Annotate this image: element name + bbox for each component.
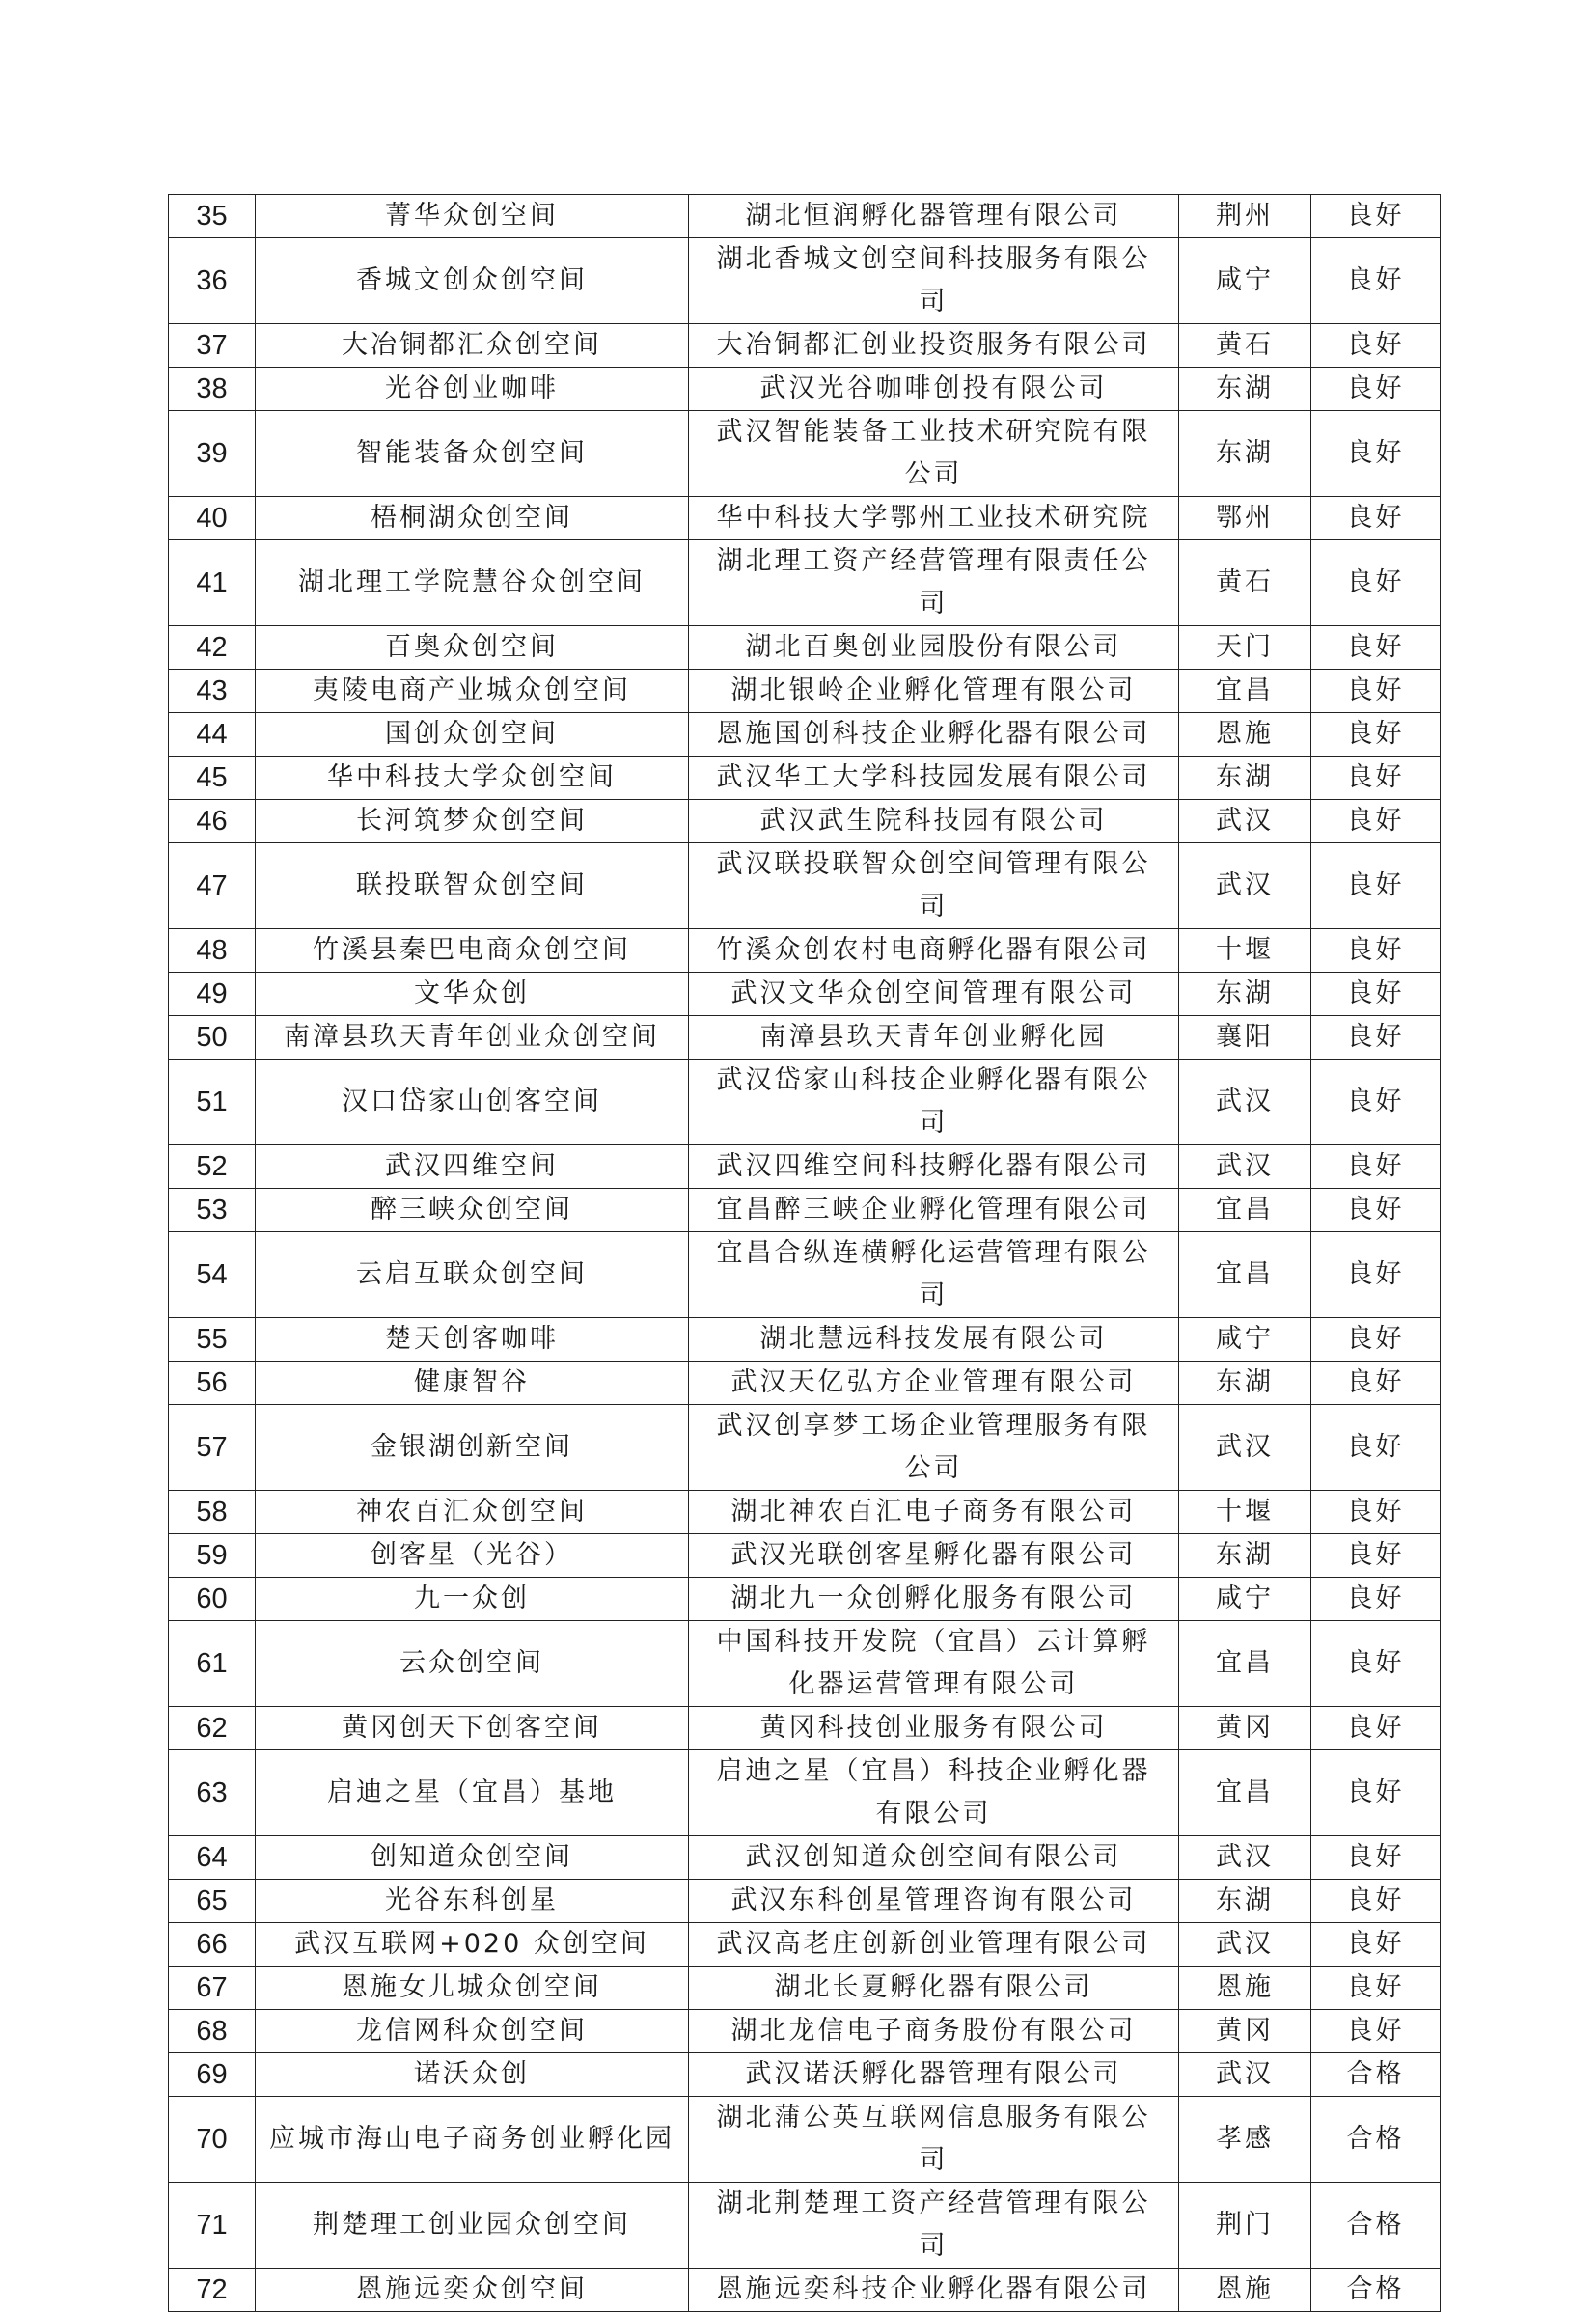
- space-name-cell: 恩施远奕众创空间: [256, 2269, 689, 2312]
- row-number-cell: 48: [169, 929, 256, 973]
- table-row: [169, 2269, 1441, 2312]
- operator-cell: 武汉创享梦工场企业管理服务有限公司: [689, 1405, 1179, 1491]
- rating-cell: 良好: [1311, 1967, 1441, 2010]
- rating-cell: 良好: [1311, 843, 1441, 929]
- table-row: [169, 2010, 1441, 2053]
- space-name-cell: 南漳县玖天青年创业众创空间: [256, 1016, 689, 1060]
- row-number-cell: 54: [169, 1232, 256, 1318]
- row-number-cell: 35: [169, 195, 256, 238]
- rating-cell: 良好: [1311, 929, 1441, 973]
- operator-cell: 湖北香城文创空间科技服务有限公司: [689, 238, 1179, 324]
- rating-cell: 良好: [1311, 1750, 1441, 1836]
- operator-cell: 武汉诺沃孵化器管理有限公司: [689, 2053, 1179, 2097]
- space-name-cell: 长河筑梦众创空间: [256, 800, 689, 843]
- row-number-cell: 44: [169, 713, 256, 757]
- space-name-cell: 竹溪县秦巴电商众创空间: [256, 929, 689, 973]
- table-row: [169, 843, 1441, 929]
- row-number-cell: 72: [169, 2269, 256, 2312]
- table-row: [169, 929, 1441, 973]
- row-number-cell: 50: [169, 1016, 256, 1060]
- operator-cell: 中国科技开发院（宜昌）云计算孵化器运营管理有限公司: [689, 1621, 1179, 1707]
- rating-cell: 良好: [1311, 1621, 1441, 1707]
- rating-cell: 良好: [1311, 973, 1441, 1016]
- rating-cell: 良好: [1311, 1707, 1441, 1750]
- rating-cell: 合格: [1311, 2053, 1441, 2097]
- rating-cell: 良好: [1311, 1836, 1441, 1880]
- rating-cell: 良好: [1311, 670, 1441, 713]
- region-cell: 武汉: [1179, 1145, 1311, 1189]
- space-name-cell: 神农百汇众创空间: [256, 1491, 689, 1534]
- row-number-cell: 58: [169, 1491, 256, 1534]
- region-cell: 咸宁: [1179, 238, 1311, 324]
- region-cell: 恩施: [1179, 713, 1311, 757]
- space-name-cell: 联投联智众创空间: [256, 843, 689, 929]
- row-number-cell: 65: [169, 1880, 256, 1923]
- operator-cell: 湖北龙信电子商务股份有限公司: [689, 2010, 1179, 2053]
- region-cell: 武汉: [1179, 1923, 1311, 1967]
- region-cell: 宜昌: [1179, 1189, 1311, 1232]
- table-row: [169, 973, 1441, 1016]
- space-name-cell: 创客星（光谷）: [256, 1534, 689, 1578]
- row-number-cell: 56: [169, 1362, 256, 1405]
- rating-cell: 良好: [1311, 1016, 1441, 1060]
- space-name-cell: 菁华众创空间: [256, 195, 689, 238]
- space-name-cell: 云众创空间: [256, 1621, 689, 1707]
- table-row: [169, 195, 1441, 238]
- table-row: [169, 713, 1441, 757]
- region-cell: 武汉: [1179, 1836, 1311, 1880]
- row-number-cell: 71: [169, 2183, 256, 2269]
- row-number-cell: 55: [169, 1318, 256, 1362]
- row-number-cell: 49: [169, 973, 256, 1016]
- table-row: [169, 1967, 1441, 2010]
- operator-cell: 武汉天亿弘方企业管理有限公司: [689, 1362, 1179, 1405]
- region-cell: 黄冈: [1179, 2010, 1311, 2053]
- table-row: [169, 800, 1441, 843]
- region-cell: 武汉: [1179, 1060, 1311, 1145]
- rating-cell: 合格: [1311, 2183, 1441, 2269]
- space-name-cell: 夷陵电商产业城众创空间: [256, 670, 689, 713]
- rating-cell: 良好: [1311, 1145, 1441, 1189]
- operator-cell: 湖北理工资产经营管理有限责任公司: [689, 540, 1179, 626]
- space-name-cell: 光谷创业咖啡: [256, 368, 689, 411]
- space-name-cell: 楚天创客咖啡: [256, 1318, 689, 1362]
- region-cell: 东湖: [1179, 1362, 1311, 1405]
- space-name-cell: 诺沃众创: [256, 2053, 689, 2097]
- space-name-cell: 金银湖创新空间: [256, 1405, 689, 1491]
- rating-cell: 良好: [1311, 713, 1441, 757]
- table-row: [169, 626, 1441, 670]
- region-cell: 咸宁: [1179, 1318, 1311, 1362]
- operator-cell: 启迪之星（宜昌）科技企业孵化器有限公司: [689, 1750, 1179, 1836]
- operator-cell: 武汉岱家山科技企业孵化器有限公司: [689, 1060, 1179, 1145]
- rating-cell: 合格: [1311, 2097, 1441, 2183]
- rating-cell: 良好: [1311, 1232, 1441, 1318]
- space-name-cell: 百奥众创空间: [256, 626, 689, 670]
- operator-cell: 湖北九一众创孵化服务有限公司: [689, 1578, 1179, 1621]
- table-row: [169, 1880, 1441, 1923]
- table-row: [169, 1491, 1441, 1534]
- rating-cell: 良好: [1311, 368, 1441, 411]
- region-cell: 武汉: [1179, 1405, 1311, 1491]
- rating-cell: 良好: [1311, 195, 1441, 238]
- table-row: [169, 1405, 1441, 1491]
- rating-cell: 良好: [1311, 411, 1441, 497]
- operator-cell: 大冶铜都汇创业投资服务有限公司: [689, 324, 1179, 368]
- operator-cell: 湖北蒲公英互联网信息服务有限公司: [689, 2097, 1179, 2183]
- rating-cell: 良好: [1311, 540, 1441, 626]
- row-number-cell: 62: [169, 1707, 256, 1750]
- rating-cell: 良好: [1311, 1880, 1441, 1923]
- row-number-cell: 59: [169, 1534, 256, 1578]
- space-name-cell: 大冶铜都汇众创空间: [256, 324, 689, 368]
- space-name-cell: 黄冈创天下创客空间: [256, 1707, 689, 1750]
- table-row: [169, 1362, 1441, 1405]
- region-cell: 东湖: [1179, 973, 1311, 1016]
- table-row: [169, 757, 1441, 800]
- operator-cell: 恩施远奕科技企业孵化器有限公司: [689, 2269, 1179, 2312]
- table-row: [169, 1578, 1441, 1621]
- space-name-cell: 九一众创: [256, 1578, 689, 1621]
- region-cell: 东湖: [1179, 1880, 1311, 1923]
- row-number-cell: 40: [169, 497, 256, 540]
- region-cell: 十堰: [1179, 929, 1311, 973]
- rating-cell: 良好: [1311, 1060, 1441, 1145]
- space-name-cell: 光谷东科创星: [256, 1880, 689, 1923]
- operator-cell: 湖北长夏孵化器有限公司: [689, 1967, 1179, 2010]
- rating-cell: 良好: [1311, 1578, 1441, 1621]
- region-cell: 黄冈: [1179, 1707, 1311, 1750]
- operator-cell: 武汉智能装备工业技术研究院有限公司: [689, 411, 1179, 497]
- operator-cell: 湖北慧远科技发展有限公司: [689, 1318, 1179, 1362]
- rating-cell: 良好: [1311, 1534, 1441, 1578]
- space-name-cell: 智能装备众创空间: [256, 411, 689, 497]
- row-number-cell: 70: [169, 2097, 256, 2183]
- row-number-cell: 41: [169, 540, 256, 626]
- space-name-cell: 启迪之星（宜昌）基地: [256, 1750, 689, 1836]
- space-name-cell: 创知道众创空间: [256, 1836, 689, 1880]
- region-cell: 宜昌: [1179, 670, 1311, 713]
- table-row: [169, 1318, 1441, 1362]
- region-cell: 恩施: [1179, 2269, 1311, 2312]
- rating-cell: 良好: [1311, 2010, 1441, 2053]
- space-name-cell: 湖北理工学院慧谷众创空间: [256, 540, 689, 626]
- rating-cell: 良好: [1311, 757, 1441, 800]
- space-name-cell: 武汉互联网+020 众创空间: [256, 1923, 689, 1967]
- rating-cell: 良好: [1311, 800, 1441, 843]
- operator-cell: 竹溪众创农村电商孵化器有限公司: [689, 929, 1179, 973]
- rating-cell: 良好: [1311, 238, 1441, 324]
- region-cell: 荆州: [1179, 195, 1311, 238]
- operator-cell: 武汉光联创客星孵化器有限公司: [689, 1534, 1179, 1578]
- table-row: [169, 2183, 1441, 2269]
- operator-cell: 武汉东科创星管理咨询有限公司: [689, 1880, 1179, 1923]
- space-name-cell: 武汉四维空间: [256, 1145, 689, 1189]
- region-cell: 武汉: [1179, 800, 1311, 843]
- table-row: [169, 540, 1441, 626]
- row-number-cell: 61: [169, 1621, 256, 1707]
- space-name-cell: 健康智谷: [256, 1362, 689, 1405]
- space-name-cell: 应城市海山电子商务创业孵化园: [256, 2097, 689, 2183]
- table-body: [169, 195, 1441, 2312]
- table-row: [169, 1836, 1441, 1880]
- space-name-cell: 香城文创众创空间: [256, 238, 689, 324]
- table-row: [169, 411, 1441, 497]
- region-cell: 黄石: [1179, 540, 1311, 626]
- operator-cell: 武汉华工大学科技园发展有限公司: [689, 757, 1179, 800]
- rating-cell: 良好: [1311, 626, 1441, 670]
- table-row: [169, 1923, 1441, 1967]
- space-name-cell: 恩施女儿城众创空间: [256, 1967, 689, 2010]
- operator-cell: 武汉文华众创空间管理有限公司: [689, 973, 1179, 1016]
- operator-cell: 宜昌醉三峡企业孵化管理有限公司: [689, 1189, 1179, 1232]
- rating-cell: 良好: [1311, 1491, 1441, 1534]
- rating-cell: 良好: [1311, 1923, 1441, 1967]
- table-row: [169, 497, 1441, 540]
- row-number-cell: 47: [169, 843, 256, 929]
- operator-cell: 武汉高老庄创新创业管理有限公司: [689, 1923, 1179, 1967]
- row-number-cell: 45: [169, 757, 256, 800]
- space-name-cell: 梧桐湖众创空间: [256, 497, 689, 540]
- space-name-cell: 汉口岱家山创客空间: [256, 1060, 689, 1145]
- row-number-cell: 46: [169, 800, 256, 843]
- row-number-cell: 60: [169, 1578, 256, 1621]
- rating-cell: 良好: [1311, 1189, 1441, 1232]
- row-number-cell: 51: [169, 1060, 256, 1145]
- region-cell: 荆门: [1179, 2183, 1311, 2269]
- table-row: [169, 670, 1441, 713]
- region-cell: 东湖: [1179, 757, 1311, 800]
- table-row: [169, 238, 1441, 324]
- operator-cell: 武汉创知道众创空间有限公司: [689, 1836, 1179, 1880]
- region-cell: 天门: [1179, 626, 1311, 670]
- region-cell: 鄂州: [1179, 497, 1311, 540]
- row-number-cell: 67: [169, 1967, 256, 2010]
- table-row: [169, 368, 1441, 411]
- incubator-table: [168, 194, 1441, 2312]
- table-row: [169, 1232, 1441, 1318]
- region-cell: 东湖: [1179, 368, 1311, 411]
- rating-cell: 良好: [1311, 1318, 1441, 1362]
- row-number-cell: 69: [169, 2053, 256, 2097]
- region-cell: 黄石: [1179, 324, 1311, 368]
- row-number-cell: 53: [169, 1189, 256, 1232]
- region-cell: 武汉: [1179, 843, 1311, 929]
- table-row: [169, 1534, 1441, 1578]
- operator-cell: 湖北荆楚理工资产经营管理有限公司: [689, 2183, 1179, 2269]
- region-cell: 襄阳: [1179, 1016, 1311, 1060]
- region-cell: 宜昌: [1179, 1621, 1311, 1707]
- rating-cell: 良好: [1311, 324, 1441, 368]
- region-cell: 孝感: [1179, 2097, 1311, 2183]
- row-number-cell: 37: [169, 324, 256, 368]
- space-name-cell: 荆楚理工创业园众创空间: [256, 2183, 689, 2269]
- space-name-cell: 国创众创空间: [256, 713, 689, 757]
- space-name-cell: 醉三峡众创空间: [256, 1189, 689, 1232]
- region-cell: 咸宁: [1179, 1578, 1311, 1621]
- space-name-cell: 文华众创: [256, 973, 689, 1016]
- table-row: [169, 1621, 1441, 1707]
- operator-cell: 湖北神农百汇电子商务有限公司: [689, 1491, 1179, 1534]
- region-cell: 宜昌: [1179, 1750, 1311, 1836]
- table-row: [169, 1707, 1441, 1750]
- table-row: [169, 1189, 1441, 1232]
- operator-cell: 武汉武生院科技园有限公司: [689, 800, 1179, 843]
- operator-cell: 武汉光谷咖啡创投有限公司: [689, 368, 1179, 411]
- operator-cell: 湖北百奥创业园股份有限公司: [689, 626, 1179, 670]
- row-number-cell: 52: [169, 1145, 256, 1189]
- operator-cell: 湖北恒润孵化器管理有限公司: [689, 195, 1179, 238]
- region-cell: 恩施: [1179, 1967, 1311, 2010]
- operator-cell: 黄冈科技创业服务有限公司: [689, 1707, 1179, 1750]
- table-row: [169, 2097, 1441, 2183]
- row-number-cell: 68: [169, 2010, 256, 2053]
- row-number-cell: 38: [169, 368, 256, 411]
- rating-cell: 良好: [1311, 1362, 1441, 1405]
- rating-cell: 良好: [1311, 1405, 1441, 1491]
- operator-cell: 武汉四维空间科技孵化器有限公司: [689, 1145, 1179, 1189]
- row-number-cell: 66: [169, 1923, 256, 1967]
- row-number-cell: 39: [169, 411, 256, 497]
- operator-cell: 华中科技大学鄂州工业技术研究院: [689, 497, 1179, 540]
- rating-cell: 合格: [1311, 2269, 1441, 2312]
- region-cell: 东湖: [1179, 411, 1311, 497]
- row-number-cell: 57: [169, 1405, 256, 1491]
- operator-cell: 南漳县玖天青年创业孵化园: [689, 1016, 1179, 1060]
- table-row: [169, 1750, 1441, 1836]
- row-number-cell: 64: [169, 1836, 256, 1880]
- region-cell: 东湖: [1179, 1534, 1311, 1578]
- row-number-cell: 36: [169, 238, 256, 324]
- table-row: [169, 2053, 1441, 2097]
- space-name-cell: 龙信网科众创空间: [256, 2010, 689, 2053]
- operator-cell: 恩施国创科技企业孵化器有限公司: [689, 713, 1179, 757]
- space-name-cell: 云启互联众创空间: [256, 1232, 689, 1318]
- region-cell: 十堰: [1179, 1491, 1311, 1534]
- row-number-cell: 42: [169, 626, 256, 670]
- operator-cell: 武汉联投联智众创空间管理有限公司: [689, 843, 1179, 929]
- table-row: [169, 1060, 1441, 1145]
- table-row: [169, 1145, 1441, 1189]
- space-name-cell: 华中科技大学众创空间: [256, 757, 689, 800]
- table-row: [169, 324, 1441, 368]
- row-number-cell: 43: [169, 670, 256, 713]
- operator-cell: 湖北银岭企业孵化管理有限公司: [689, 670, 1179, 713]
- rating-cell: 良好: [1311, 497, 1441, 540]
- row-number-cell: 63: [169, 1750, 256, 1836]
- region-cell: 武汉: [1179, 2053, 1311, 2097]
- region-cell: 宜昌: [1179, 1232, 1311, 1318]
- table-row: [169, 1016, 1441, 1060]
- operator-cell: 宜昌合纵连横孵化运营管理有限公司: [689, 1232, 1179, 1318]
